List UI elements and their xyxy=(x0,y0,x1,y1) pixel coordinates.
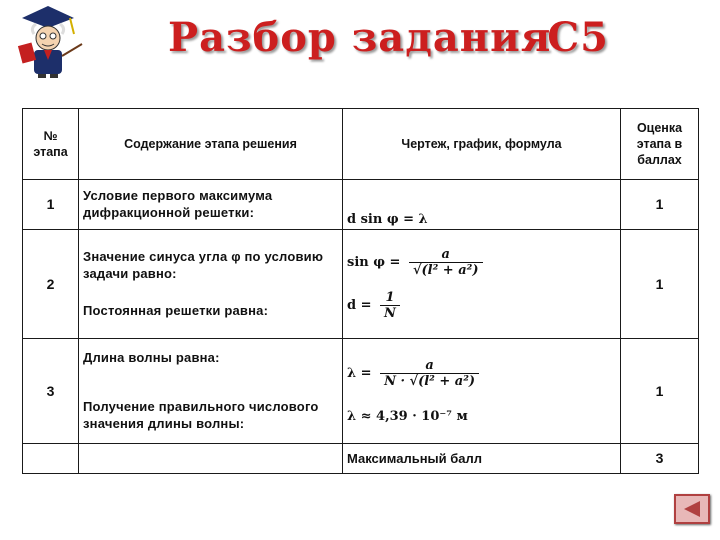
solution-steps-table xyxy=(22,108,699,474)
formula-fraction xyxy=(380,290,400,321)
step-formula xyxy=(347,290,616,321)
slide-title xyxy=(168,14,609,61)
step-formula: λ ≈ 4,39 · 10⁻⁷ м xyxy=(347,408,468,424)
table-header-row xyxy=(23,109,699,180)
step-score: 1 xyxy=(621,179,699,229)
formula-numerator: a xyxy=(380,358,479,374)
formula-lhs: d = xyxy=(347,297,372,313)
step-number: 3 xyxy=(23,338,79,443)
formula-fraction xyxy=(380,358,479,389)
step-formula xyxy=(347,247,616,278)
table-row xyxy=(23,179,699,229)
formula-numerator: 1 xyxy=(380,290,400,306)
step-score: 1 xyxy=(621,338,699,443)
formula-denominator: N · √(l² + a²) xyxy=(384,373,476,389)
max-score-label: Максимальный балл xyxy=(343,443,621,473)
max-score-value: 3 xyxy=(621,443,699,473)
step-content: Длина волны равна: xyxy=(83,350,220,366)
step-score: 1 xyxy=(621,229,699,338)
formula-denominator: √(l² + a²) xyxy=(412,262,479,278)
step-number: 1 xyxy=(23,179,79,229)
step-content: Условие первого максимума дифракционной решетки: xyxy=(79,179,343,229)
step-formula xyxy=(347,358,616,389)
formula-lhs: λ = xyxy=(347,365,372,381)
step-formula-cell xyxy=(343,229,621,338)
header-step-number: № этапа xyxy=(23,109,79,180)
step-content: Значение синуса угла φ по условию задачи равно: xyxy=(83,249,324,282)
back-button[interactable] xyxy=(674,494,710,524)
step-content-cell xyxy=(79,338,343,443)
title-text: Разбор задания xyxy=(168,14,552,61)
formula-lhs: sin φ = xyxy=(347,254,401,270)
step-formula: d sin φ = λ xyxy=(343,179,621,229)
professor-mascot-icon xyxy=(8,4,88,80)
table-row xyxy=(23,229,699,338)
step-content: Получение правильного числового значения длины волны: xyxy=(83,399,319,432)
step-content: Постоянная решетки равна: xyxy=(83,303,269,319)
formula-denominator: N xyxy=(384,305,396,321)
step-number: 2 xyxy=(23,229,79,338)
header-formula: Чертеж, график, формула xyxy=(343,109,621,180)
table-footer-row xyxy=(23,443,699,473)
header-content: Содержание этапа решения xyxy=(79,109,343,180)
step-formula-cell xyxy=(343,338,621,443)
formula-numerator: a xyxy=(409,247,483,263)
back-arrow-icon xyxy=(682,500,702,518)
table-row xyxy=(23,338,699,443)
task-code: С5 xyxy=(547,14,609,61)
header-score: Оценка этапа в баллах xyxy=(621,109,699,180)
formula-fraction xyxy=(409,247,483,278)
step-content-cell xyxy=(79,229,343,338)
